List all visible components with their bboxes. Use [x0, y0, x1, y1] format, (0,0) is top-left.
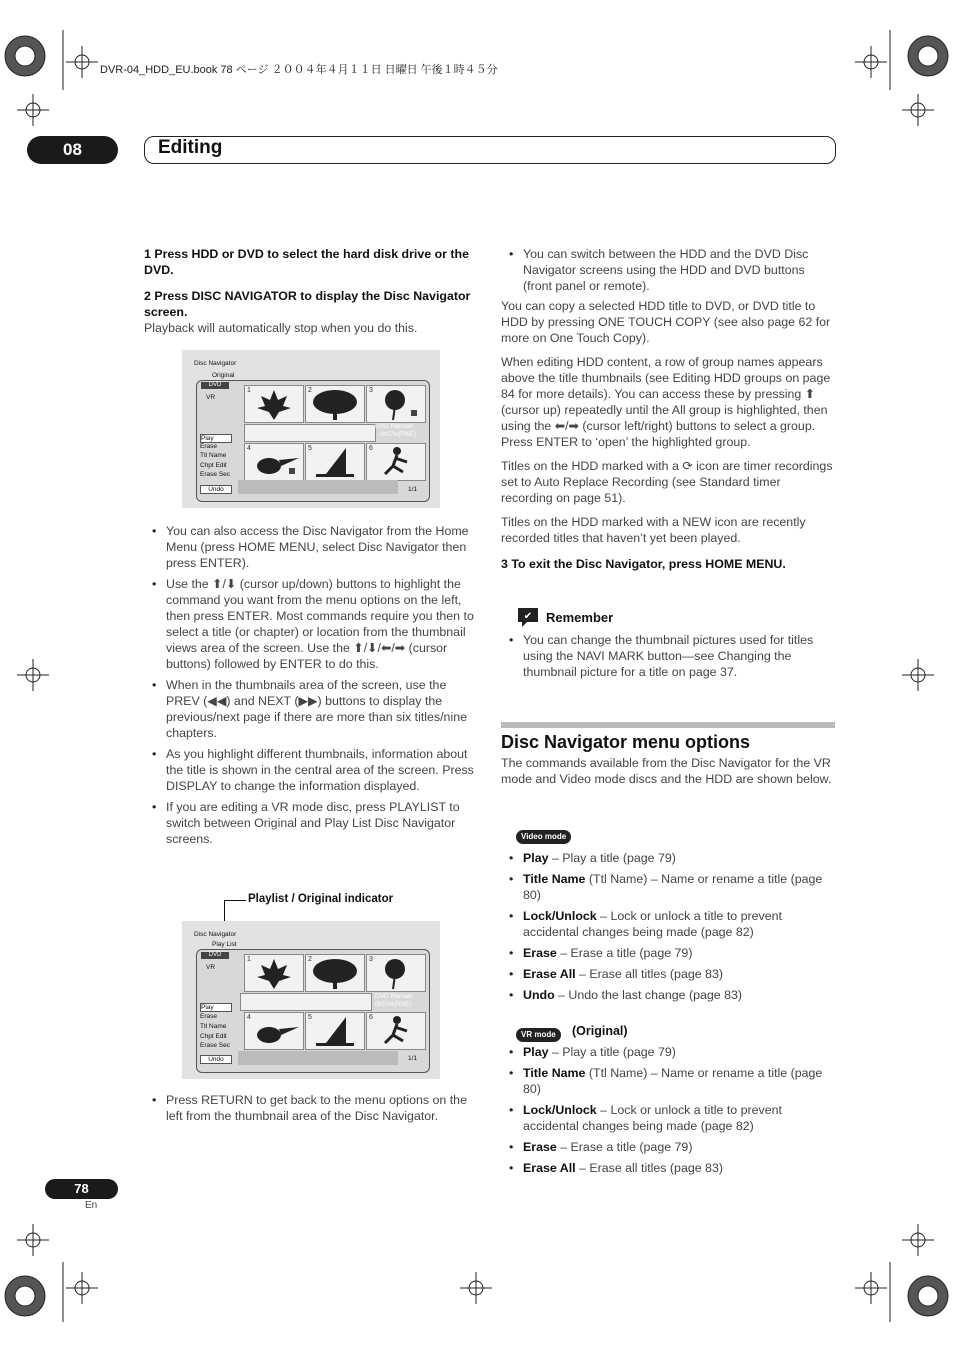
page-counter: 1/1	[408, 1055, 418, 1062]
thumbnail-number: 4	[247, 445, 251, 452]
skater-icon	[367, 1013, 425, 1049]
video-mode-pill: Video mode	[516, 826, 571, 844]
thumbnail-number: 2	[308, 956, 312, 963]
option-lock-unlock: • Lock/Unlock – Lock or unlock a title to prevent accidental changes being made (page 82)	[501, 1102, 835, 1134]
thumbnail-6	[366, 443, 426, 481]
thumbnail-2	[305, 385, 365, 423]
section-intro: The commands available from the Disc Navigator for the VR mode and Video mode discs and the HDD are shown below.	[501, 756, 832, 786]
option-erase: • Erase – Erase a title (page 79)	[501, 1139, 835, 1155]
disc-navigator-screen-playlist	[182, 921, 440, 1079]
status-bar	[238, 480, 398, 494]
menu-erase: Erase	[200, 443, 217, 450]
thumbnail-1	[244, 385, 304, 423]
disc-badge: DVD	[201, 952, 229, 959]
page-counter: 1/1	[408, 486, 418, 493]
remain-label: DVD Remain	[375, 423, 413, 430]
tree-icon	[306, 386, 364, 422]
screen-title: Disc Navigator	[194, 931, 237, 938]
step-1: 1 Press HDD or DVD to select the hard disk drive or the DVD.	[144, 247, 470, 277]
left-column-top	[144, 246, 478, 336]
thumbnail-4	[244, 1012, 304, 1050]
menu-chpt-edit: Chpt Edit	[200, 462, 227, 469]
page-language: En	[85, 1200, 98, 1211]
thumbnail-5	[305, 1012, 365, 1050]
menu-chpt-edit: Chpt Edit	[200, 1033, 227, 1040]
toucan-icon	[245, 444, 303, 480]
tree-icon	[306, 955, 364, 991]
info-field	[244, 424, 376, 442]
flower-icon	[367, 955, 425, 991]
skater-icon	[367, 444, 425, 480]
screen-mode: Play List	[212, 941, 237, 948]
para-timer: Titles on the HDD marked with a ⟳ icon are timer recordings set to Auto Replace Recording (see Standard timer recording on page 51).	[501, 459, 833, 505]
thumbnail-3	[366, 954, 426, 992]
thumbnail-5	[305, 443, 365, 481]
video-mode-list	[501, 850, 835, 1008]
screen-menu	[196, 432, 234, 494]
disc-badge: DVD	[201, 382, 229, 389]
leaf-icon	[245, 386, 303, 422]
chapter-title: Editing	[158, 137, 223, 158]
menu-play: Play	[200, 434, 232, 443]
menu-erase-sec: Erase Sec	[200, 1042, 230, 1049]
flower-icon	[367, 386, 425, 422]
info-field	[240, 993, 372, 1011]
remain-value: 0h37m(FINE)	[375, 1002, 412, 1008]
indicator-leader	[224, 900, 246, 901]
menu-erase-sec: Erase Sec	[200, 471, 230, 478]
thumbnail-number: 3	[369, 387, 373, 394]
menu-ttl-name: Ttl Name	[200, 452, 227, 459]
thumbnail-number: 5	[308, 445, 312, 452]
para-groups: When editing HDD content, a row of group names appears above the title thumbnails (see Editing HDD groups on page 84 for more details). You can access these by pressing ⬆ (cursor up) repeatedly until the All group is highlighted, then using the ⬅/➡ (cursor left/right) buttons to select a group. Press ENTER to ‘open’ the highlighted group.	[501, 355, 831, 449]
screen-mode: Original	[212, 372, 235, 379]
screen-menu	[196, 1003, 234, 1065]
step-2: 2 Press DISC NAVIGATOR to display the Disc Navigator screen.	[144, 289, 471, 319]
leaf-icon	[245, 955, 303, 991]
option-erase-all: • Erase All – Erase all titles (page 83)	[501, 1160, 835, 1176]
remain-value: 0h37m(FINE)	[380, 432, 417, 438]
vr-mode-pill: VR mode	[516, 1024, 561, 1042]
thumbnail-number: 5	[308, 1014, 312, 1021]
thumbnail-2	[305, 954, 365, 992]
menu-undo: Undo	[200, 1055, 232, 1064]
windsurfer-icon	[306, 444, 364, 480]
disc-navigator-screen-original	[182, 350, 440, 508]
thumbnail-4	[244, 443, 304, 481]
menu-play: Play	[200, 1003, 232, 1012]
thumbnail-number: 4	[247, 1014, 251, 1021]
right-column-top	[501, 246, 835, 572]
vr-mode-list	[501, 1044, 835, 1181]
vr-label: VR	[206, 394, 216, 401]
chapter-title-bar	[144, 136, 836, 164]
step-3: 3 To exit the Disc Navigator, press HOME MENU.	[501, 557, 786, 571]
toucan-icon	[245, 1013, 303, 1049]
para-new: Titles on the HDD marked with a NEW icon are recently recorded titles that haven’t yet been played.	[501, 515, 806, 545]
remember-icon	[515, 606, 541, 628]
bullet-display: • As you highlight different thumbnails, information about the title is shown in the central area of the screen. Press DISPLAY to change the information displayed.	[144, 746, 478, 794]
bullet-playlist: • If you are editing a VR mode disc, press PLAYLIST to switch between Original and Play List Disc Navigator screens.	[144, 799, 478, 847]
option-erase: • Erase – Erase a title (page 79)	[501, 945, 835, 961]
bullet-switch-hdd-dvd: • You can switch between the HDD and the DVD Disc Navigator screens using the HDD and DVD buttons (front panel or remote).	[501, 246, 835, 294]
remember-text: • You can change the thumbnail pictures used for titles using the NAVI MARK button—see Changing the thumbnail picture for a title on page 37.	[501, 632, 835, 680]
menu-undo: Undo	[200, 485, 232, 494]
option-undo: • Undo – Undo the last change (page 83)	[501, 987, 835, 1003]
section-title: Disc Navigator menu options	[501, 732, 751, 752]
thumbnail-number: 1	[247, 956, 251, 963]
section-divider	[501, 722, 835, 728]
option-play: • Play – Play a title (page 79)	[501, 850, 835, 866]
status-bar	[238, 1051, 398, 1065]
left-bullets-a	[144, 523, 478, 852]
remain-label: DVD Remain	[375, 993, 413, 1000]
screen-title: Disc Navigator	[194, 360, 237, 367]
option-title-name: • Title Name (Ttl Name) – Name or rename a title (page 80)	[501, 1065, 835, 1097]
para-copy: You can copy a selected HDD title to DVD, or DVD title to HDD by pressing ONE TOUCH COPY (see also page 62 for more on One Touch Copy).	[501, 299, 831, 345]
option-lock-unlock: • Lock/Unlock – Lock or unlock a title to prevent accidental changes being made (page 82)	[501, 908, 835, 940]
page-number-badge: 78	[45, 1179, 118, 1199]
thumbnail-6	[366, 1012, 426, 1050]
thumbnail-number: 2	[308, 387, 312, 394]
thumbnail-number: 1	[247, 387, 251, 394]
option-erase-all: • Erase All – Erase all titles (page 83)	[501, 966, 835, 982]
windsurfer-icon	[306, 1013, 364, 1049]
thumbnail-number: 6	[369, 445, 373, 452]
thumbnail-1	[244, 954, 304, 992]
thumbnail-number: 3	[369, 956, 373, 963]
step-2-note: Playback will automatically stop when you do this.	[144, 321, 418, 335]
option-play: • Play – Play a title (page 79)	[501, 1044, 835, 1060]
thumbnail-3	[366, 385, 426, 423]
bullet-prev-next: • When in the thumbnails area of the screen, use the PREV (◀◀) and NEXT (▶▶) buttons to display the previous/next page if there are more than six titles/nine chapters.	[144, 677, 478, 741]
remember-box	[501, 632, 835, 685]
menu-erase: Erase	[200, 1013, 217, 1020]
bullet-home-menu: • You can also access the Disc Navigator from the Home Menu (press HOME MENU, select Disc Navigator then press ENTER).	[144, 523, 478, 571]
vr-mode-label: (Original)	[572, 1024, 628, 1038]
bullet-cursor: • Use the ⬆/⬇ (cursor up/down) buttons to highlight the command you want from the menu options on the left, then press ENTER. Most commands require you then to select a title (or chapter) or location from the thumbnail views area of the screen. Use the ⬆/⬇/⬅/➡ (cursor buttons) followed by ENTER to do this.	[144, 576, 478, 672]
chapter-number-badge: 08	[27, 136, 118, 164]
menu-ttl-name: Ttl Name	[200, 1023, 227, 1030]
option-title-name: • Title Name (Ttl Name) – Name or rename a title (page 80)	[501, 871, 835, 903]
thumbnail-number: 6	[369, 1014, 373, 1021]
svg-text:✔: ✔	[523, 611, 533, 622]
left-bullet-return	[144, 1092, 478, 1129]
remember-label: Remember	[546, 610, 614, 625]
playlist-indicator-label: Playlist / Original indicator	[248, 893, 394, 905]
book-info-line: DVR-04_HDD_EU.book 78 ページ ２００４年４月１１日 日曜日 午後１時４５分	[100, 64, 498, 76]
vr-label: VR	[206, 964, 216, 971]
bullet-return: • Press RETURN to get back to the menu options on the left from the thumbnail area of the Disc Navigator.	[144, 1092, 478, 1124]
